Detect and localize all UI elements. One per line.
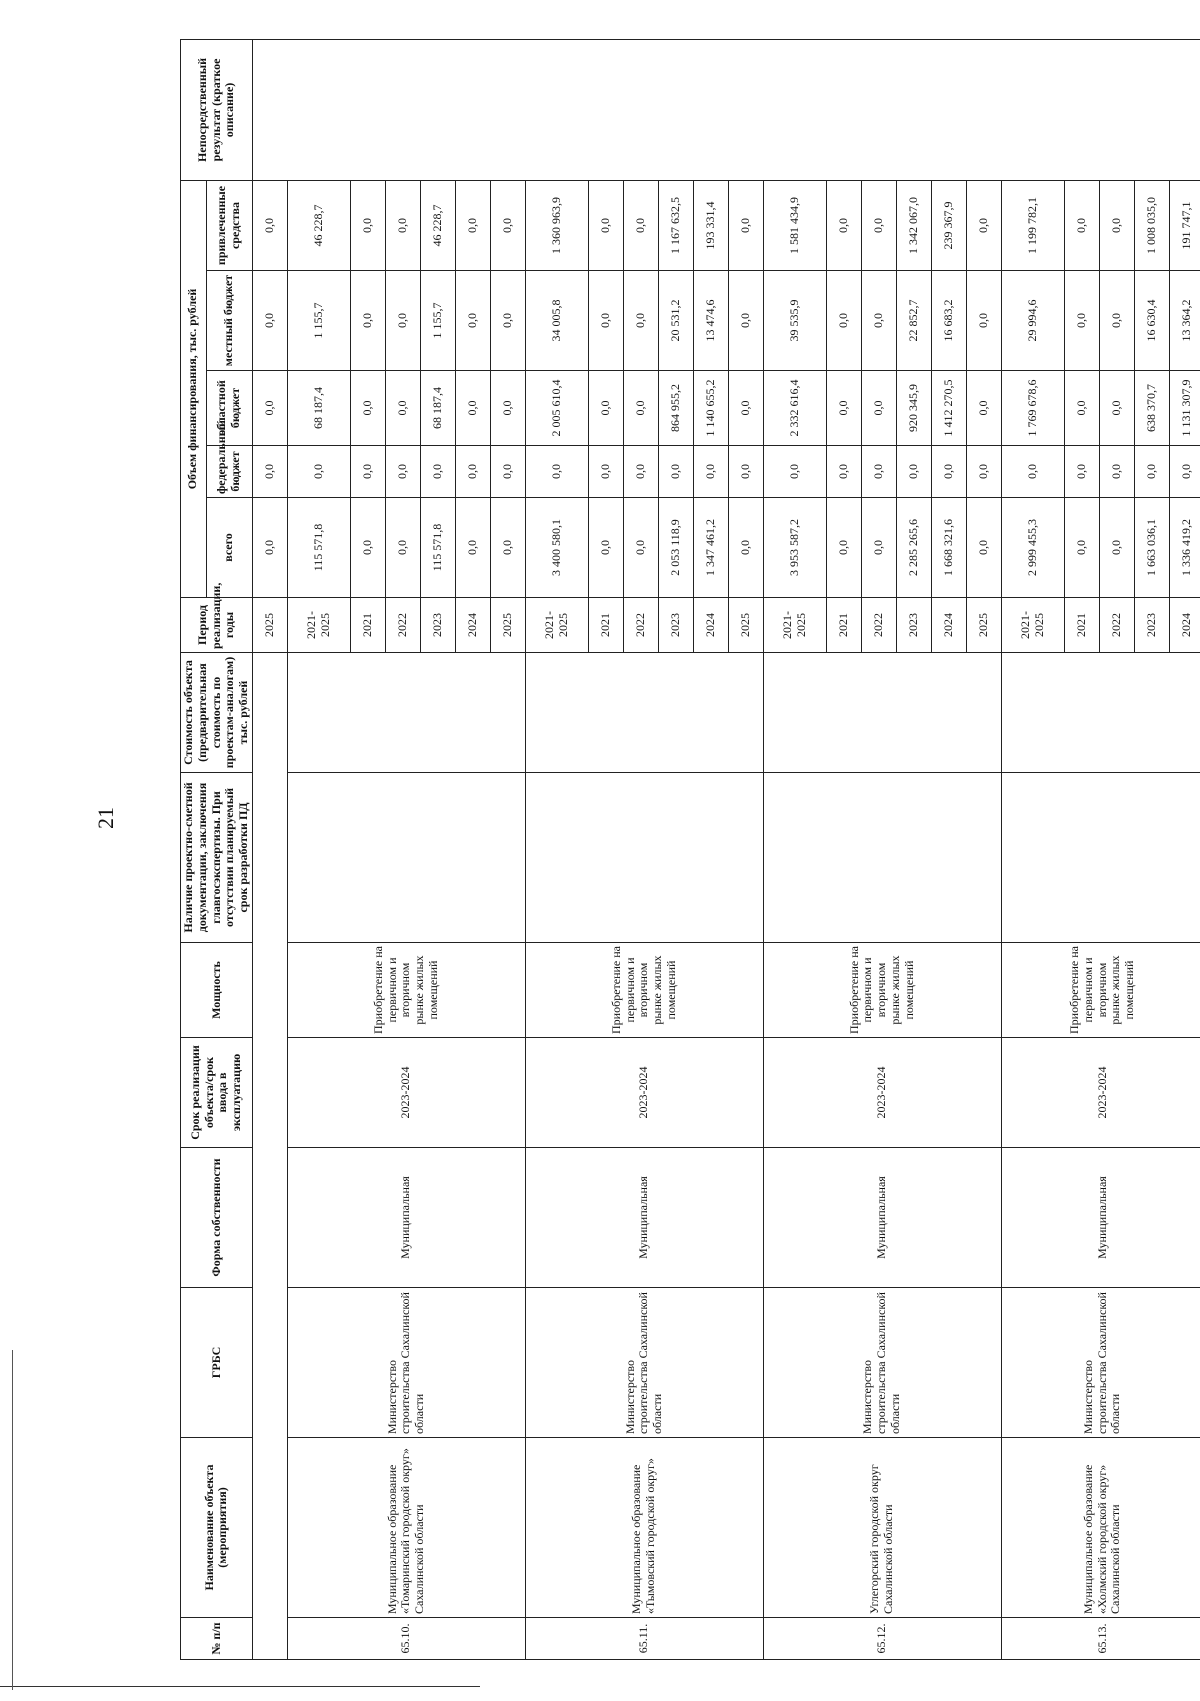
cell-period: 2021-2025 [287, 598, 351, 653]
cell-period: 2021 [589, 598, 624, 653]
cell-regional: 0,0 [589, 371, 624, 446]
cell-capacity: Приобретение на первичном и вторичном рынке жилых помещений [287, 943, 525, 1038]
cell-total: 2 285 265,6 [896, 498, 931, 598]
cell-total: 3 400 580,1 [525, 498, 589, 598]
cell-local: 1 155,7 [421, 271, 456, 371]
cell-cost [525, 653, 763, 773]
cell-total: 0,0 [966, 498, 1001, 598]
col-header-result: Непосредственный результат (краткое описание) [181, 39, 253, 180]
table-row [525, 39, 589, 1659]
cell-attracted: 1 167 632,5 [659, 180, 694, 270]
cell-total: 0,0 [728, 498, 763, 598]
cell-attracted: 0,0 [386, 180, 421, 270]
cell-regional: 920 345,9 [896, 371, 931, 446]
cell-regional: 864 955,2 [659, 371, 694, 446]
cell-federal: 0,0 [931, 446, 966, 498]
cell-federal: 0,0 [862, 446, 897, 498]
col-header-attracted: привлеченные средства [206, 180, 252, 270]
cell-period: 2024 [931, 598, 966, 653]
cell-period: 2023 [421, 598, 456, 653]
table-row [1001, 39, 1065, 1659]
cell-period: 2021 [351, 598, 386, 653]
cell-attracted: 46 228,7 [287, 180, 351, 270]
cell-local: 0,0 [386, 271, 421, 371]
cell-regional: 1 412 270,5 [931, 371, 966, 446]
cell-period: 2021-2025 [525, 598, 589, 653]
cell-cost [763, 653, 1001, 773]
cell-psd [763, 773, 1001, 943]
cell-federal: 0,0 [693, 446, 728, 498]
col-header-capacity: Мощность [181, 943, 253, 1038]
cell-attracted: 1 581 434,9 [763, 180, 827, 270]
cell-attracted: 0,0 [456, 180, 491, 270]
cell-local: 0,0 [490, 271, 525, 371]
cell-num: 65.12. [763, 1618, 1001, 1660]
cell-period: 2025 [252, 598, 287, 653]
cell-attracted: 1 342 067,0 [896, 180, 931, 270]
cell-local: 0,0 [624, 271, 659, 371]
cell-federal: 0,0 [624, 446, 659, 498]
cell-num: 65.10. [287, 1618, 525, 1660]
table-body [252, 39, 1200, 1659]
cell-total: 0,0 [252, 498, 287, 598]
cell-federal: 0,0 [421, 446, 456, 498]
col-header-total: всего [206, 498, 252, 598]
cell-local: 13 474,6 [693, 271, 728, 371]
cell-federal: 0,0 [763, 446, 827, 498]
col-header-name: Наименование объекта (мероприятия) [181, 1438, 253, 1618]
cell-total: 1 668 321,6 [931, 498, 966, 598]
cell-total: 0,0 [1099, 498, 1134, 598]
table-row [763, 39, 827, 1659]
cell-name: Муниципальное образование «Холмский городской округ» Сахалинской области [1001, 1438, 1200, 1618]
cell-name: Углегорский городской округ Сахалинской области [763, 1438, 1001, 1618]
cell-period: 2024 [456, 598, 491, 653]
header-row-1 [181, 39, 207, 1659]
cell-psd [287, 773, 525, 943]
cell-total: 1 336 419,2 [1169, 498, 1200, 598]
cell-term: 2023-2024 [525, 1038, 763, 1148]
cell-attracted: 46 228,7 [421, 180, 456, 270]
cell-local: 0,0 [351, 271, 386, 371]
col-header-cost: Стоимость объекта (предварительная стоимость по проектам-аналогам) тыс. рублей [181, 653, 253, 773]
cell-total: 0,0 [589, 498, 624, 598]
cell-local: 16 683,2 [931, 271, 966, 371]
cell-psd [525, 773, 763, 943]
cell-regional: 0,0 [966, 371, 1001, 446]
cell-attracted: 1 008 035,0 [1134, 180, 1169, 270]
cell-num: 65.11. [525, 1618, 763, 1660]
continuation-cell [252, 653, 287, 1660]
col-header-num: № п/п [181, 1618, 253, 1660]
table-row [287, 39, 351, 1659]
cell-attracted: 0,0 [351, 180, 386, 270]
cell-period: 2024 [693, 598, 728, 653]
cell-term: 2023-2024 [287, 1038, 525, 1148]
cell-federal: 0,0 [490, 446, 525, 498]
cell-grbs: Министерство строительства Сахалинской области [287, 1288, 525, 1438]
cell-period: 2022 [862, 598, 897, 653]
cell-period: 2021-2025 [1001, 598, 1065, 653]
cell-attracted: 0,0 [589, 180, 624, 270]
cell-local: 0,0 [252, 271, 287, 371]
cell-attracted: 0,0 [624, 180, 659, 270]
cell-period: 2022 [1099, 598, 1134, 653]
cell-regional: 0,0 [1099, 371, 1134, 446]
cell-attracted: 191 747,1 [1169, 180, 1200, 270]
table-row [252, 39, 287, 1659]
cell-capacity: Приобретение на первичном и вторичном рынке жилых помещений [525, 943, 763, 1038]
cell-grbs: Министерство строительства Сахалинской области [525, 1288, 763, 1438]
cell-attracted: 193 331,4 [693, 180, 728, 270]
cell-attracted: 1 360 963,9 [525, 180, 589, 270]
bottom-rule [0, 1686, 480, 1687]
cell-federal: 0,0 [896, 446, 931, 498]
cell-period: 2024 [1169, 598, 1200, 653]
cell-num: 65.13. [1001, 1618, 1200, 1660]
cell-cost [1001, 653, 1200, 773]
cell-period: 2023 [896, 598, 931, 653]
cell-period: 2023 [659, 598, 694, 653]
cell-local: 0,0 [728, 271, 763, 371]
cell-regional: 1 769 678,6 [1001, 371, 1065, 446]
cell-federal: 0,0 [1169, 446, 1200, 498]
cell-regional: 0,0 [386, 371, 421, 446]
cell-period: 2021 [827, 598, 862, 653]
cell-total: 2 999 455,3 [1001, 498, 1065, 598]
cell-total: 115 571,8 [421, 498, 456, 598]
cell-regional: 68 187,4 [421, 371, 456, 446]
cell-regional: 0,0 [827, 371, 862, 446]
cell-total: 0,0 [1065, 498, 1100, 598]
cell-ownership: Муниципальная [1001, 1148, 1200, 1288]
cell-federal: 0,0 [827, 446, 862, 498]
cell-local: 29 994,6 [1001, 271, 1065, 371]
cell-federal: 0,0 [966, 446, 1001, 498]
cell-cost [287, 653, 525, 773]
cell-regional: 2 005 610,4 [525, 371, 589, 446]
cell-local: 16 630,4 [1134, 271, 1169, 371]
cell-total: 1 347 461,2 [693, 498, 728, 598]
cell-total: 1 663 036,1 [1134, 498, 1169, 598]
page-number: 21 [93, 807, 118, 829]
cell-federal: 0,0 [525, 446, 589, 498]
cell-total: 0,0 [490, 498, 525, 598]
cell-period: 2025 [490, 598, 525, 653]
cell-regional: 1 140 655,2 [693, 371, 728, 446]
cell-period: 2022 [386, 598, 421, 653]
cell-local: 0,0 [862, 271, 897, 371]
cell-period: 2021-2025 [763, 598, 827, 653]
col-header-local: местный бюджет [206, 271, 252, 371]
cell-total: 0,0 [862, 498, 897, 598]
cell-local: 22 852,7 [896, 271, 931, 371]
cell-regional: 0,0 [728, 371, 763, 446]
cell-total: 0,0 [456, 498, 491, 598]
cell-regional: 0,0 [624, 371, 659, 446]
cell-local: 0,0 [1065, 271, 1100, 371]
cell-term: 2023-2024 [1001, 1038, 1200, 1148]
cell-local: 20 531,2 [659, 271, 694, 371]
cell-regional: 0,0 [252, 371, 287, 446]
cell-federal: 0,0 [252, 446, 287, 498]
cell-local: 1 155,7 [287, 271, 351, 371]
cell-regional: 0,0 [862, 371, 897, 446]
cell-regional: 68 187,4 [287, 371, 351, 446]
col-header-ownership: Форма собственности [181, 1148, 253, 1288]
cell-federal: 0,0 [1099, 446, 1134, 498]
cell-total: 0,0 [624, 498, 659, 598]
cell-regional: 1 131 307,9 [1169, 371, 1200, 446]
col-header-period: Период реализации, годы [181, 598, 253, 653]
cell-name: Муниципальное образование «Томаринский городской округ» Сахалинской области [287, 1438, 525, 1618]
cell-total: 115 571,8 [287, 498, 351, 598]
col-header-regional: областной бюджет [206, 371, 252, 446]
cell-regional: 638 370,7 [1134, 371, 1169, 446]
cell-local: 0,0 [966, 271, 1001, 371]
cell-ownership: Муниципальная [287, 1148, 525, 1288]
cell-federal: 0,0 [456, 446, 491, 498]
cell-local: 34 005,8 [525, 271, 589, 371]
cell-federal: 0,0 [728, 446, 763, 498]
cell-period: 2021 [1065, 598, 1100, 653]
col-header-term: Срок реализации объекта/срок ввода в эксплуатацию [181, 1038, 253, 1148]
cell-term: 2023-2024 [763, 1038, 1001, 1148]
cell-period: 2025 [966, 598, 1001, 653]
col-header-psd: Наличие проектно-сметной документации, заключения главгосэкспертизы. При отсутствии планируемый срок разработки ПД [181, 773, 253, 943]
cell-result [252, 39, 1200, 180]
cell-attracted: 239 367,9 [931, 180, 966, 270]
col-header-funding-group: Объем финансирования, тыс. рублей [181, 180, 207, 597]
rotated-table-container [180, 40, 1193, 1660]
cell-period: 2022 [624, 598, 659, 653]
cell-federal: 0,0 [351, 446, 386, 498]
cell-federal: 0,0 [1134, 446, 1169, 498]
cell-local: 0,0 [456, 271, 491, 371]
col-header-grbs: ГРБС [181, 1288, 253, 1438]
cell-regional: 2 332 616,4 [763, 371, 827, 446]
cell-attracted: 0,0 [966, 180, 1001, 270]
cell-total: 0,0 [386, 498, 421, 598]
cell-psd [1001, 773, 1200, 943]
cell-federal: 0,0 [1065, 446, 1100, 498]
cell-attracted: 0,0 [827, 180, 862, 270]
cell-local: 13 364,2 [1169, 271, 1200, 371]
cell-regional: 0,0 [490, 371, 525, 446]
cell-attracted: 0,0 [490, 180, 525, 270]
cell-capacity: Приобретение на первичном и вторичном рынке жилых помещений [1001, 943, 1200, 1038]
cell-ownership: Муниципальная [525, 1148, 763, 1288]
cell-name: Муниципальное образование «Тымовский городской округ» [525, 1438, 763, 1618]
cell-attracted: 0,0 [1099, 180, 1134, 270]
cell-capacity: Приобретение на первичном и вторичном рынке жилых помещений [763, 943, 1001, 1038]
left-rule [12, 1350, 13, 1690]
cell-local: 39 535,9 [763, 271, 827, 371]
cell-local: 0,0 [589, 271, 624, 371]
cell-total: 0,0 [827, 498, 862, 598]
col-header-federal: федеральный бюджет [206, 446, 252, 498]
cell-total: 2 053 118,9 [659, 498, 694, 598]
cell-attracted: 0,0 [252, 180, 287, 270]
cell-grbs: Министерство строительства Сахалинской области [1001, 1288, 1200, 1438]
cell-attracted: 0,0 [862, 180, 897, 270]
cell-federal: 0,0 [1001, 446, 1065, 498]
cell-attracted: 0,0 [728, 180, 763, 270]
cell-period: 2023 [1134, 598, 1169, 653]
cell-regional: 0,0 [351, 371, 386, 446]
cell-ownership: Муниципальная [763, 1148, 1001, 1288]
funding-table [180, 39, 1200, 1660]
cell-federal: 0,0 [659, 446, 694, 498]
cell-federal: 0,0 [386, 446, 421, 498]
cell-regional: 0,0 [1065, 371, 1100, 446]
cell-total: 3 953 587,2 [763, 498, 827, 598]
cell-period: 2025 [728, 598, 763, 653]
cell-local: 0,0 [827, 271, 862, 371]
cell-federal: 0,0 [589, 446, 624, 498]
cell-regional: 0,0 [456, 371, 491, 446]
cell-grbs: Министерство строительства Сахалинской области [763, 1288, 1001, 1438]
cell-local: 0,0 [1099, 271, 1134, 371]
cell-federal: 0,0 [287, 446, 351, 498]
cell-total: 0,0 [351, 498, 386, 598]
cell-attracted: 0,0 [1065, 180, 1100, 270]
cell-attracted: 1 199 782,1 [1001, 180, 1065, 270]
